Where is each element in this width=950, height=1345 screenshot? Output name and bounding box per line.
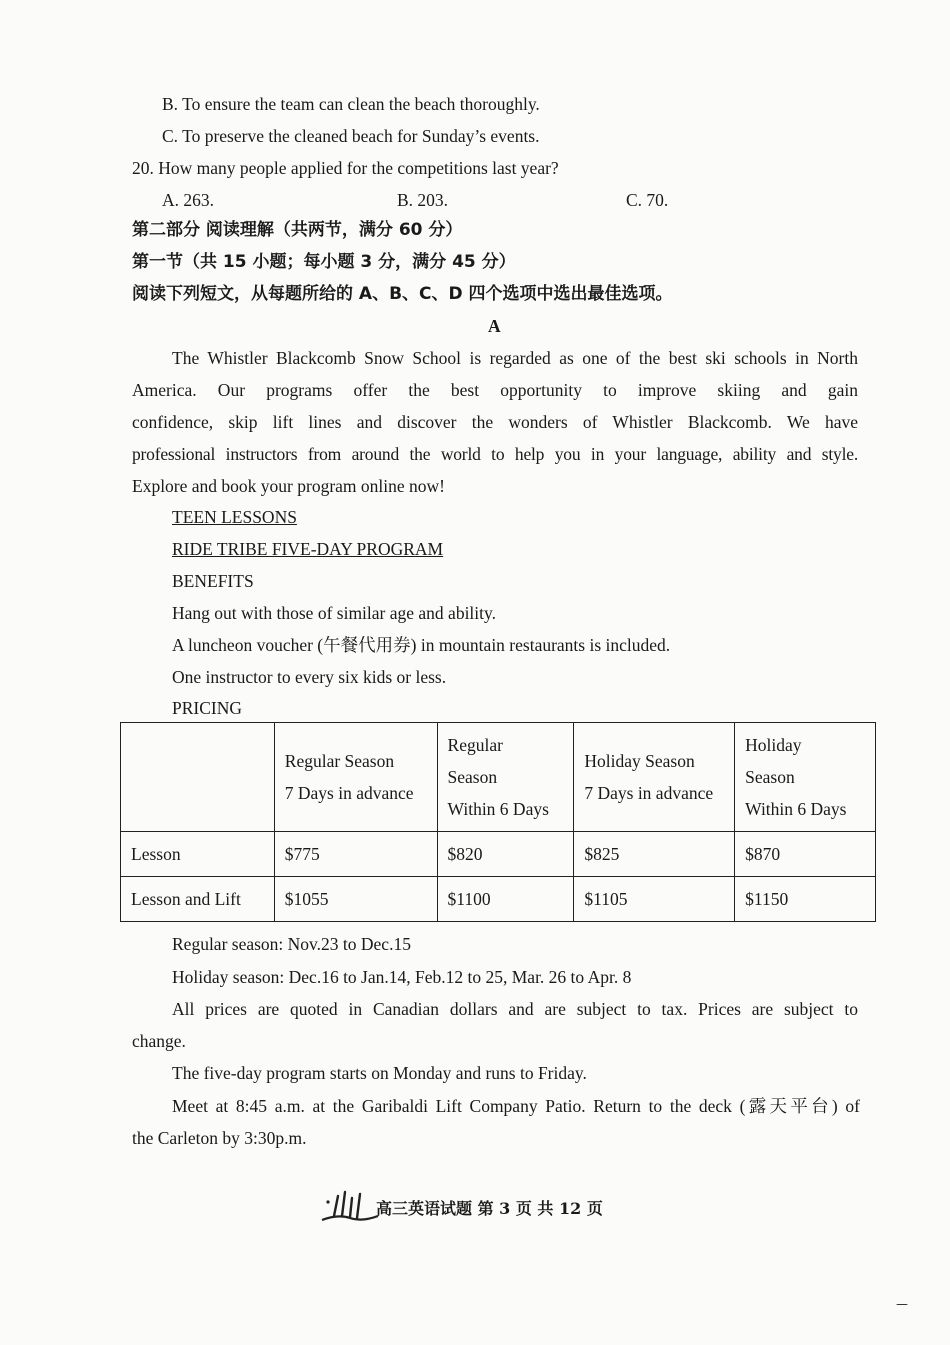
table-cell: $820	[437, 832, 574, 877]
note-holiday-season: Holiday season: Dec.16 to Jan.14, Feb.12 to 25, Mar. 26 to Apr. 8	[172, 967, 632, 987]
q19-option-c: C. To preserve the cleaned beach for Sunday’s events.	[162, 126, 540, 146]
header-line: Season	[745, 767, 795, 787]
benefit-item: Hang out with those of similar age and ability.	[172, 603, 497, 623]
table-row	[121, 832, 876, 877]
heading-program: RIDE TRIBE FIVE-DAY PROGRAM	[172, 539, 444, 559]
q19-option-b: B. To ensure the team can clean the beach thoroughly.	[162, 94, 540, 114]
table-header-row	[121, 723, 876, 832]
note-meet-line-1: Meet at 8:45 a.m. at the Garibaldi Lift Company Patio. Return to the deck (露天平台) of	[172, 1096, 860, 1116]
header-line: Within 6 Days	[447, 799, 549, 819]
table-cell: $1150	[735, 877, 876, 922]
table-cell: $870	[735, 832, 876, 877]
page-footer	[320, 1188, 640, 1224]
intro-line-2: America. Our programs offer the best opportunity to improve skiing and gain	[132, 380, 858, 400]
part-title: 第二部分 阅读理解（共两节，满分 60 分）	[132, 220, 463, 240]
q20-option-a: A. 263.	[162, 190, 215, 210]
table-cell: $775	[274, 832, 437, 877]
intro-line-4: professional instructors from around the world to help you in your language, ability and style.	[132, 444, 858, 464]
header-cell	[274, 723, 437, 832]
intro-line-3: confidence, skip lift lines and discover the wonders of Whistler Blackcomb. We have	[132, 412, 858, 432]
watermark-fragment-icon	[896, 1302, 936, 1305]
header-cell	[574, 723, 735, 832]
sub-title: 第一节（共 15 小题；每小题 3 分，满分 45 分）	[132, 252, 516, 272]
table-cell: Lesson	[121, 832, 275, 877]
header-line: 7 Days in advance	[284, 783, 414, 803]
pricing-table	[120, 722, 876, 922]
note-regular-season: Regular season: Nov.23 to Dec.15	[172, 934, 411, 954]
table-cell: $825	[574, 832, 735, 877]
heading-pricing: PRICING	[172, 698, 243, 718]
header-cell	[735, 723, 876, 832]
benefit-item: A luncheon voucher (午餐代用券) in mountain restaurants is included.	[172, 635, 671, 655]
q20-option-b: B. 203.	[397, 190, 449, 210]
header-line: Holiday	[745, 735, 802, 755]
q20-option-c: C. 70.	[626, 190, 669, 210]
header-line: Regular	[447, 735, 503, 755]
footer-page-info: 高三英语试题 第 3 页 共 12 页	[376, 1199, 603, 1218]
table-cell: $1055	[274, 877, 437, 922]
table-row	[121, 877, 876, 922]
benefit-item: One instructor to every six kids or less.	[172, 667, 447, 687]
passage-letter: A	[488, 316, 501, 336]
note-meet-line-2: the Carleton by 3:30p.m.	[132, 1128, 307, 1148]
heading-benefits: BENEFITS	[172, 571, 254, 591]
header-line: Within 6 Days	[745, 799, 847, 819]
logo-mark-icon	[320, 1188, 380, 1224]
table-cell: $1105	[574, 877, 735, 922]
intro-line-5: Explore and book your program online now!	[132, 476, 445, 496]
header-cell	[437, 723, 574, 832]
header-line: Holiday Season	[584, 751, 695, 771]
header-cell-empty	[121, 723, 275, 832]
header-line: Season	[447, 767, 498, 787]
intro-line-1: The Whistler Blackcomb Snow School is regarded as one of the best ski schools in North	[172, 348, 858, 368]
header-line: 7 Days in advance	[584, 783, 714, 803]
table-cell: Lesson and Lift	[121, 877, 275, 922]
table-cell: $1100	[437, 877, 574, 922]
note-prices-line-2: change.	[132, 1031, 186, 1051]
header-line: Regular Season	[284, 751, 395, 771]
q20-stem: 20. How many people applied for the competitions last year?	[132, 158, 559, 178]
heading-teen-lessons: TEEN LESSONS	[172, 507, 297, 527]
note-prices-line-1: All prices are quoted in Canadian dollars and are subject to tax. Prices are subject to	[172, 999, 858, 1019]
corner-watermark-icon	[896, 1297, 936, 1305]
note-five-day: The five-day program starts on Monday and runs to Friday.	[172, 1063, 587, 1083]
instruction: 阅读下列短文，从每题所给的 A、B、C、D 四个选项中选出最佳选项。	[132, 284, 673, 304]
